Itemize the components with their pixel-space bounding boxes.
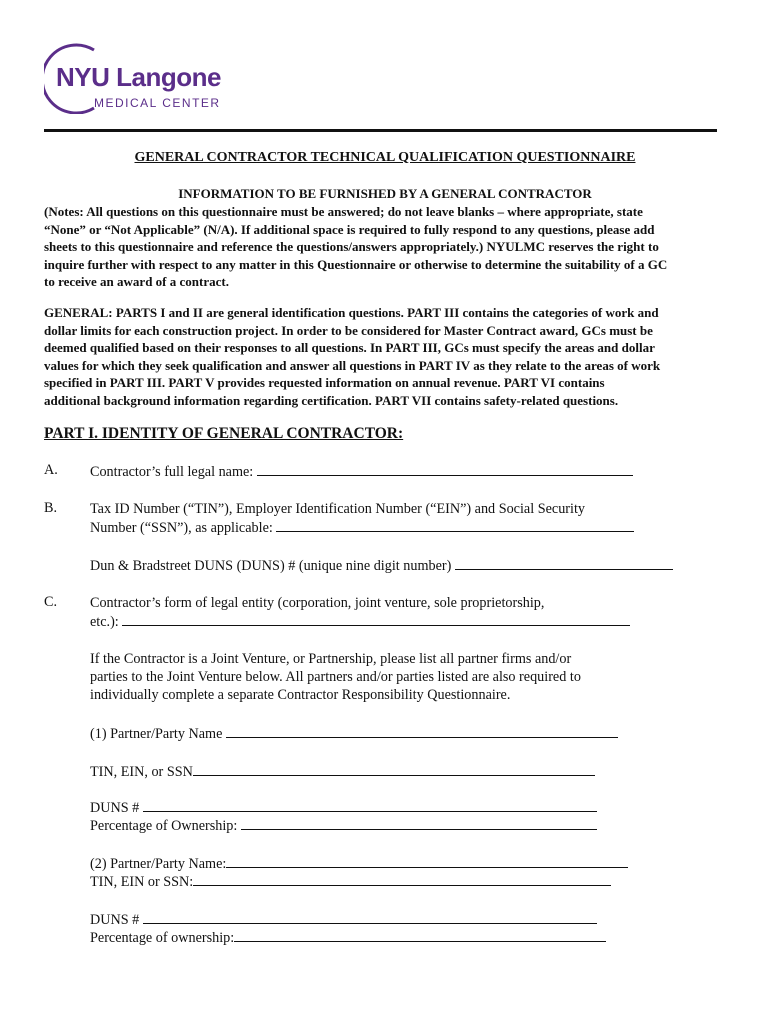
part1-heading: PART I. IDENTITY OF GENERAL CONTRACTOR: — [44, 425, 404, 442]
jv-line: If the Contractor is a Joint Venture, or Partnership, please list all partner firms and/or — [90, 651, 572, 667]
partner1-name-row — [90, 724, 618, 743]
notes-line: to receive an award of a contract. — [44, 274, 229, 290]
legal-name-row — [90, 462, 633, 481]
entity-label: etc.): — [90, 614, 119, 630]
partner1-pct-row — [90, 816, 597, 835]
partner2-name-field[interactable] — [226, 854, 628, 868]
tin-text-row: Tax ID Number (“TIN”), Employer Identification Number (“EIN”) and Social Security — [90, 501, 585, 517]
notes-paragraph — [44, 203, 720, 291]
item-b-label: B. — [44, 500, 58, 516]
notes-line: (Notes: All questions on this questionnaire must be answered; do not leave blanks – where appropriate, state — [44, 204, 643, 219]
partner1-duns-field[interactable] — [143, 798, 597, 812]
duns-label: Dun & Bradstreet DUNS (DUNS) # (unique nine digit number) — [90, 558, 452, 574]
general-line: dollar limits for each construction project. In order to be considered for Master Contract award, GCs must be — [44, 322, 653, 338]
jv-line: parties to the Joint Venture below. All partners and/or parties listed are also required to — [90, 669, 581, 686]
general-line: values for which they seek qualification and answer all questions in PART IV as they relate to the areas of work — [44, 357, 661, 373]
partner2-duns-label: DUNS # — [90, 912, 140, 928]
entity-field[interactable] — [122, 612, 630, 626]
partner1-tin-row — [90, 762, 595, 781]
logo-wordmark: NYU Langone — [56, 62, 221, 92]
entity-text-row: Contractor’s form of legal entity (corporation, joint venture, sole proprietorship, — [90, 595, 545, 611]
notes-line: “None” or “Not Applicable” (N/A). If additional space is required to fully respond to any questions, please add — [44, 221, 655, 237]
partner2-duns-field[interactable] — [143, 910, 597, 924]
general-line: specified in PART III. PART V provides requested information on annual revenue. PART VI contains — [44, 375, 605, 391]
partner2-pct-row — [90, 928, 606, 947]
notes-line: sheets to this questionnaire and reference the questions/answers appropriately.) NYULMC reserves the right to — [44, 239, 659, 255]
item-a-label: A. — [44, 462, 58, 478]
tin-row — [90, 518, 634, 537]
partner2-tin-row — [90, 872, 611, 891]
document-subtitle: INFORMATION TO BE FURNISHED BY A GENERAL CONTRACTOR — [178, 186, 592, 201]
document-title: GENERAL CONTRACTOR TECHNICAL QUALIFICATION QUESTIONNAIRE — [134, 150, 636, 165]
entity-row — [90, 612, 630, 631]
partner2-pct-field[interactable] — [234, 928, 606, 942]
item-c-label: C. — [44, 594, 58, 610]
duns-field[interactable] — [455, 556, 673, 570]
partner2-tin-field[interactable] — [193, 872, 611, 886]
general-paragraph — [44, 304, 720, 410]
partner1-tin-field[interactable] — [193, 762, 595, 776]
legal-name-field[interactable] — [257, 462, 633, 476]
nyu-langone-logo — [44, 42, 224, 114]
partner2-name-label: (2) Partner/Party Name: — [90, 856, 227, 872]
notes-line: inquire further with respect to any matter in this Questionnaire or otherwise to determine the suitability of a GC — [44, 256, 668, 272]
partner2-pct-label: Percentage of ownership: — [90, 930, 235, 946]
partner2-tin-label: TIN, EIN or SSN: — [90, 874, 194, 890]
partner2-name-row — [90, 854, 628, 873]
partner1-name-field[interactable] — [226, 724, 618, 738]
tin-label: Number (“SSN”), as applicable: — [90, 520, 273, 536]
jv-line: individually complete a separate Contractor Responsibility Questionnaire. — [90, 687, 511, 704]
partner1-tin-label: TIN, EIN, or SSN — [90, 764, 193, 780]
header-divider — [44, 129, 717, 132]
partner1-duns-row — [90, 798, 597, 817]
joint-venture-paragraph — [90, 650, 650, 705]
general-line: deemed qualified based on their responses to all questions. In PART III, GCs must specify the areas and dollar — [44, 340, 655, 356]
legal-name-label: Contractor’s full legal name: — [90, 464, 254, 480]
partner1-name-label: (1) Partner/Party Name — [90, 726, 223, 742]
partner1-duns-label: DUNS # — [90, 800, 140, 816]
duns-row — [90, 556, 673, 575]
general-line: GENERAL: PARTS I and II are general identification questions. PART III contains the categories of work and — [44, 305, 659, 320]
partner1-pct-label: Percentage of Ownership: — [90, 818, 238, 834]
logo-subtitle: MEDICAL CENTER — [94, 96, 221, 110]
partner2-duns-row — [90, 910, 597, 929]
partner1-pct-field[interactable] — [241, 816, 597, 830]
tin-field[interactable] — [276, 518, 634, 532]
general-line: additional background information regarding certification. PART VII contains safety-related questions. — [44, 392, 619, 408]
